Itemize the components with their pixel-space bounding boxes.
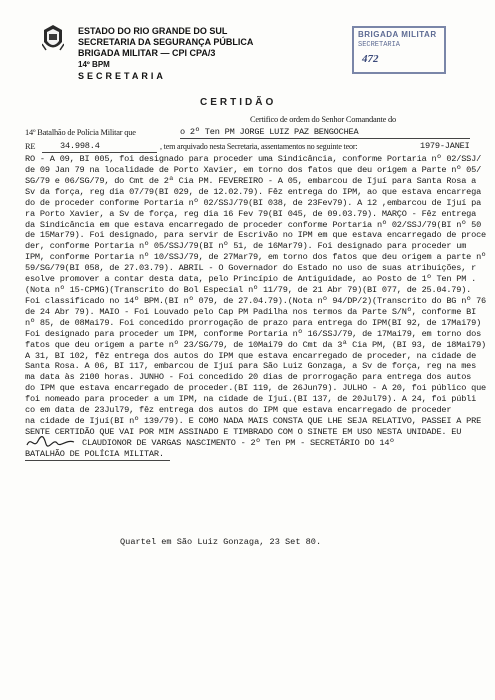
place-date: Quartel em São Luiz Gonzaga, 23 Set 80. <box>120 537 322 547</box>
body-line: do IPM que estava encarregado de proceder.(BI 119, de 26Jun79). JULHO - A 20, foi público que <box>25 383 487 394</box>
document-title: CERTIDÃO <box>200 97 277 108</box>
re-number: 34.998.4 <box>60 141 100 151</box>
signatory-unit: BATALHÃO DE POLÍCIA MILITAR. <box>25 449 164 459</box>
body-line: IPM, conforme Portaria nº 10/SSJ/79, de 27Mar79, em torno dos fatos que deu origem a parte nº <box>25 252 487 263</box>
name-underline <box>180 138 470 139</box>
body-line: na cidade de Ijuí(BI nº 139/79). E COMO NADA MAIS CONSTA QUE LHE SEJA RELATIVO, PASSEI A PRE <box>25 416 482 427</box>
handwritten-signature <box>26 435 76 449</box>
body-line: RO - A 09, BI 005, foi designado para proceder uma Sindicância, conforme Portaria nº 02/SSJ/ <box>25 154 482 164</box>
body-line: de 24 Abr 79). MAIO - Foi Louvado pelo Cap PM Padilha nos termos da Parte S/Nº, conforme BI <box>25 306 477 317</box>
intro-text: Certifico de ordem do Senhor Comandante do <box>250 115 397 124</box>
body-line: ra Porto Xavier, a Sv de força, reg dia 16 Fev 79(BI 045, de 09.03.79). MARÇO - Fêz entrega <box>25 208 477 219</box>
signatory-underline <box>25 460 170 461</box>
header-secretariat: SECRETARIA DA SEGURANÇA PÚBLICA <box>78 37 254 47</box>
body-line: fatos que deu origem a parte nº 23/SG/79, de 10Mai79 do Cmt da 3ª Cia PM, (BI 93, de 18Mai79) <box>25 339 487 350</box>
header-section: SECRETARIA <box>78 71 166 81</box>
body-line: da Sindicância em que estava encarregado de proceder conforme Portaria nº 02/SSJ/79(BI nº 50 <box>25 219 482 230</box>
records-tail: 1979-JANEI <box>420 141 470 151</box>
body-line: nº 85, de 08Mai79. Foi concedido prorrogação de prazo para entrega do IPM(BI 92, de 17Mai79) <box>25 317 482 328</box>
re-label: RE <box>25 142 36 151</box>
body-line: esolve promover a contar desta data, pelo Princípio de Antiguidade, ao Posto de 1º Ten PM . <box>25 274 477 285</box>
header-state: ESTADO DO RIO GRANDE DO SUL <box>78 26 228 36</box>
body-line: de 09 Jan 79 na localidade de Porto Xavier, em torno dos fatos que deu origem a Parte nº 05/ <box>25 164 482 175</box>
body-line: Santa Rosa. A 06, BI 117, embarcou de Ijuí para São Luiz Gonzaga, a Sv de força, reg na mes <box>25 361 477 372</box>
records-text: , tem arquivado nesta Secretaria, assentamentos no seguinte teor: <box>160 142 358 151</box>
officer-name: o 2º Ten PM JORGE LUIZ PAZ BENGOCHEA <box>180 127 359 137</box>
body-line: co em data de 23Jul79, fêz entrega dos autos do IPM que estava encarregado de proceder <box>25 405 452 416</box>
state-coat-of-arms-icon <box>42 24 64 54</box>
body-line: (Nota nº 15-CPMG)(Transcrito do Bol Especial nº 11/79, de 21 Abr 79)(BI 077, de 25.04.79). <box>25 285 472 296</box>
body-line: foi nomeado para proceder a um IPM, na cidade de Ijuí.(BI 137, de 20Jul79). A 24, foi públi <box>25 394 477 405</box>
stamp-title: BRIGADA MILITAR <box>358 30 437 39</box>
body-line: de 15Mar79). Foi designado, para servir de Escrivão no IPM em que estava encarregado de proce <box>25 230 487 241</box>
stamp-number: 472 <box>362 53 379 65</box>
body-line: A 31, BI 102, fêz entrega dos autos do IPM que estava encarregado de proceder, na cidade de <box>25 350 477 361</box>
body-line: Foi classificado no 14º BPM.(BI nº 079, de 27.04.79).(Nota nº 94/DP/2)(Transcrito do BG nº 76 <box>25 295 487 306</box>
body-line: SENTE CERTIDÃO QUE VAI POR MIM ASSINADO E TIMBRADO COM O SINETE EM USO NESTA UNIDADE. EU <box>25 427 462 437</box>
stamp-subtitle: SECRETARIA <box>358 41 401 49</box>
body-line: 59/SG/79(BI 058, de 27.03.79). ABRIL - O Governador do Estado no uso de suas atribuições, r <box>25 263 477 274</box>
body-line: Foi designado para proceder um IPM, conforme Portaria nº 16/SSJ/79, de 17Mai79, em torno dos <box>25 328 482 339</box>
signatory-text: CLAUDIONOR DE VARGAS NASCIMENTO - 2º Ten PM - SECRETÁRIO DO 14º <box>82 438 395 448</box>
body-line: der, conforme Portaria nº 05/SSJ/79(BI nº 51, de 16Mar79). Foi designado para proceder um <box>25 241 467 252</box>
protocol-stamp <box>352 26 446 74</box>
battalion-line: 14º Batalhão de Polícia Militar que <box>25 128 136 137</box>
header-brigade: BRIGADA MILITAR — CPI CPA/3 <box>78 48 216 58</box>
body-line: Sv da força, reg dia 07/79(BI 029, de 12.02.79). Fêz entrega do IPM, ao que estava encarrega <box>25 186 482 197</box>
header-battalion: 14º BPM <box>78 60 110 69</box>
body-line: SG/79 e 06/SG/79, do Cmt de 2ª Cia PM. FEVEREIRO - A 05, embarcou de Ijuí para Santa Rosa a <box>25 175 477 186</box>
re-underline <box>42 152 157 153</box>
body-line: ma data às 2100 horas. JUNHO - Foi concedido 20 dias de prorrogação para entrega dos autos <box>25 372 472 383</box>
body-line: do de proceder conforme Portaria nº 02/SSJ/79(BI 038, de 23Fev79). A 12 ,embarcou de Ijuí pa <box>25 197 482 208</box>
